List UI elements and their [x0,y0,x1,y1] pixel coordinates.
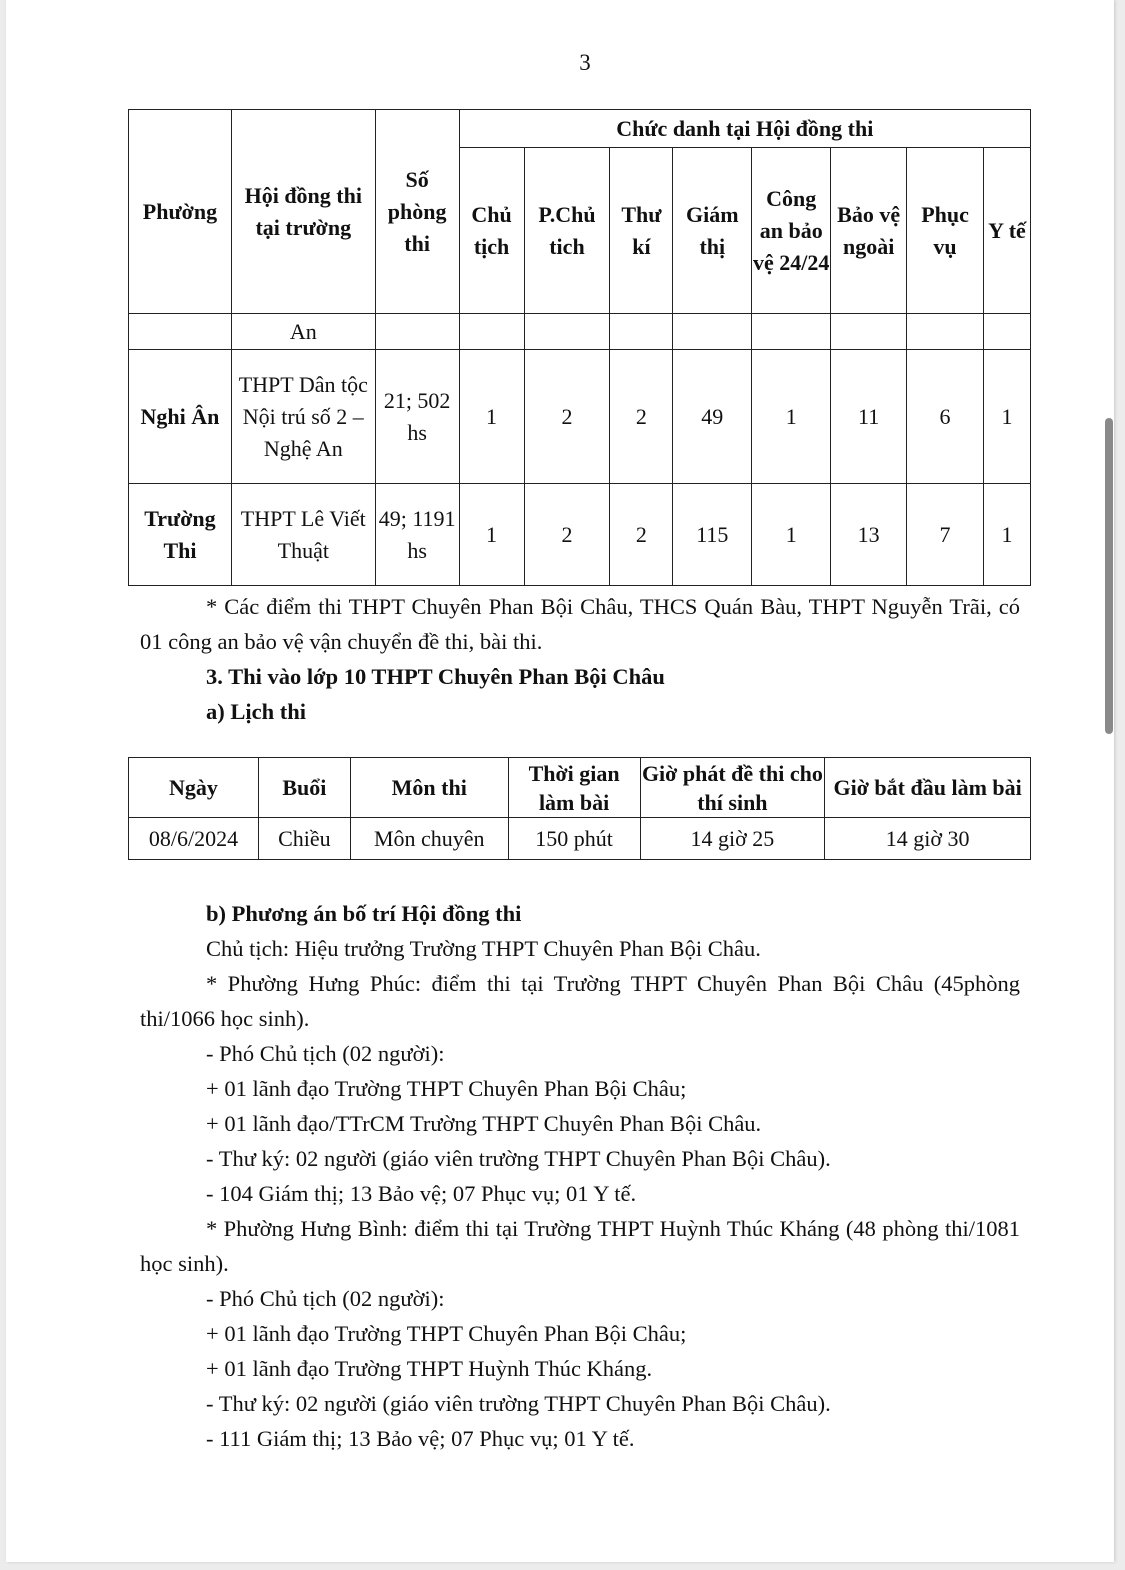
scrollbar-thumb[interactable] [1105,418,1113,734]
note-text: * Các điểm thi THPT Chuyên Phan Bội Châu, THCS Quán Bàu, THPT Nguyễn Trãi, có 01 công an bảo vệ vận chuyển đề thi, bài thi. [140,594,1020,654]
cell-value: 1 [984,350,1031,484]
cell-value: 1 [752,350,831,484]
cell-school: An [231,314,375,350]
header-role: Y tế [984,148,1031,314]
header-gio-phat-de: Giờ phát đề thi cho thí sinh [640,758,825,818]
cell-gio-phat-de: 14 giờ 25 [640,818,825,860]
cell-value: 2 [610,484,673,586]
exam-council-table [128,109,1031,586]
note-block [140,589,1020,729]
header-buoi: Buổi [258,758,350,818]
section-b-block [140,896,1020,1456]
section-3b-title: b) Phương án bố trí Hội đồng thi [206,901,522,926]
cell-ngay: 08/6/2024 [129,818,259,860]
cell-buoi: Chiều [258,818,350,860]
table-row [129,818,1031,860]
body-line: + 01 lãnh đạo Trường THPT Chuyên Phan Bội Châu; [206,1321,687,1346]
header-role: Giám thị [673,148,752,314]
cell-value [673,314,752,350]
cell-school: THPT Lê Viết Thuật [231,484,375,586]
header-role: P.Chủ tich [524,148,610,314]
cell-value [907,314,984,350]
body-line: - Thư ký: 02 người (giáo viên trường THPT Chuyên Phan Bội Châu). [206,1391,831,1416]
cell-value [984,314,1031,350]
section-3a-title: a) Lịch thi [206,699,307,724]
cell-value [459,314,524,350]
cell-value [524,314,610,350]
cell-phuong: Nghi Ân [129,350,232,484]
cell-rooms [375,314,459,350]
cell-value: 1 [459,484,524,586]
header-gio-bat-dau: Giờ bắt đầu làm bài [825,758,1031,818]
header-role: Chủ tịch [459,148,524,314]
header-role: Phục vụ [907,148,984,314]
header-hoi-dong: Hội đồng thi tại trường [231,110,375,314]
body-line: - 111 Giám thị; 13 Bảo vệ; 07 Phục vụ; 01 Y tế. [206,1426,635,1451]
header-role: Bảo vệ ngoài [831,148,907,314]
body-line: + 01 lãnh đạo/TTrCM Trường THPT Chuyên Phan Bội Châu. [206,1111,762,1136]
cell-phuong [129,314,232,350]
cell-value: 1 [984,484,1031,586]
cell-value: 1 [459,350,524,484]
cell-value: 7 [907,484,984,586]
cell-rooms: 49; 1191 hs [375,484,459,586]
page-number: 3 [579,50,591,75]
cell-mon-thi: Môn chuyên [350,818,508,860]
cell-value: 2 [524,350,610,484]
cell-value [752,314,831,350]
body-line: * Phường Hưng Phúc: điểm thi tại Trường THPT Chuyên Phan Bội Châu (45phòng thi/1066 học sinh). [140,971,1020,1031]
exam-schedule-table [128,757,1031,860]
cell-value: 1 [752,484,831,586]
body-line: - 104 Giám thị; 13 Bảo vệ; 07 Phục vụ; 01 Y tế. [206,1181,637,1206]
table-row [129,350,1031,484]
cell-value [610,314,673,350]
cell-value: 6 [907,350,984,484]
body-line: Chủ tịch: Hiệu trưởng Trường THPT Chuyên Phan Bội Châu. [206,936,761,961]
body-line: - Phó Chủ tịch (02 người): [206,1041,445,1066]
table-row [129,314,1031,350]
cell-value: 49 [673,350,752,484]
section-3-title: 3. Thi vào lớp 10 THPT Chuyên Phan Bội Châu [206,664,665,689]
header-thoi-gian: Thời gian làm bài [508,758,640,818]
header-ngay: Ngày [129,758,259,818]
table-row [129,484,1031,586]
cell-value: 13 [831,484,907,586]
cell-value: 2 [524,484,610,586]
cell-value [831,314,907,350]
header-group: Chức danh tại Hội đồng thi [459,110,1030,148]
header-role: Công an bảo vệ 24/24 [752,148,831,314]
body-line: - Phó Chủ tịch (02 người): [206,1286,445,1311]
cell-phuong: Trường Thi [129,484,232,586]
body-line: + 01 lãnh đạo Trường THPT Chuyên Phan Bội Châu; [206,1076,687,1101]
body-line: + 01 lãnh đạo Trường THPT Huỳnh Thúc Kháng. [206,1356,653,1381]
cell-value: 2 [610,350,673,484]
header-phuong: Phường [129,110,232,314]
cell-school: THPT Dân tộc Nội trú số 2 – Nghệ An [231,350,375,484]
cell-value: 115 [673,484,752,586]
body-line: - Thư ký: 02 người (giáo viên trường THPT Chuyên Phan Bội Châu). [206,1146,831,1171]
header-so-phong: Số phòng thi [375,110,459,314]
body-line: * Phường Hưng Bình: điểm thi tại Trường THPT Huỳnh Thúc Kháng (48 phòng thi/1081 học sinh). [140,1216,1020,1276]
cell-thoi-gian: 150 phút [508,818,640,860]
cell-rooms: 21; 502 hs [375,350,459,484]
cell-gio-bat-dau: 14 giờ 30 [825,818,1031,860]
cell-value: 11 [831,350,907,484]
header-mon-thi: Môn thi [350,758,508,818]
header-role: Thư kí [610,148,673,314]
